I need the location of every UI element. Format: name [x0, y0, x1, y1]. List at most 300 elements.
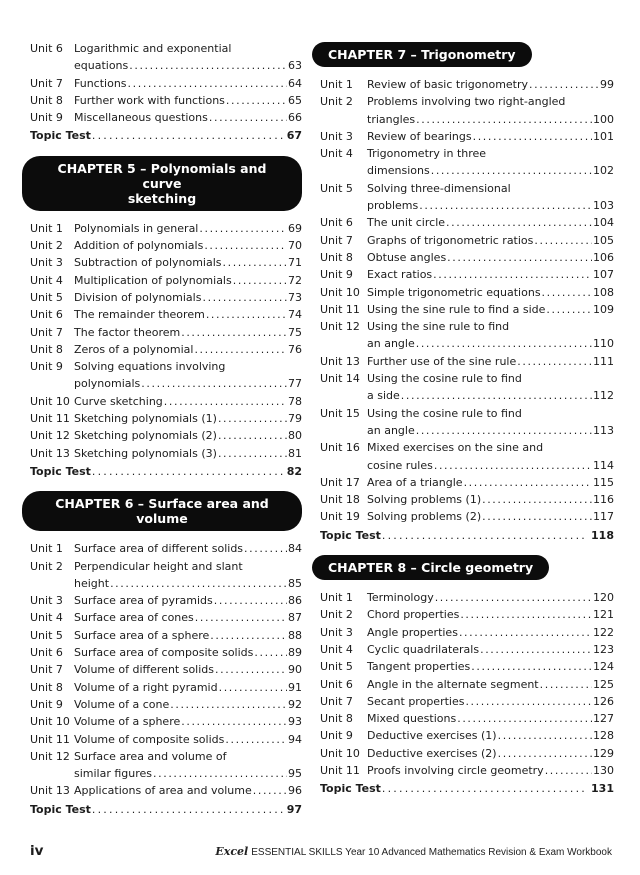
unit-label: Unit 5: [320, 660, 353, 674]
dot-leader: [431, 162, 592, 179]
toc-entry: [30, 558, 302, 593]
dot-leader: [110, 575, 287, 592]
page-number: 71: [288, 256, 302, 270]
topic-test-entry: [30, 463, 302, 480]
page-number: 114: [593, 458, 614, 472]
unit-label: Unit 6: [320, 216, 353, 230]
entry-body: [367, 624, 614, 641]
page-number: 112: [593, 389, 614, 403]
entry-title-row: [367, 474, 614, 491]
dot-leader: [482, 508, 592, 525]
page-number: 70: [288, 239, 302, 253]
toc-entry: [320, 318, 614, 353]
page-number: 73: [288, 290, 302, 304]
toc-entry: [320, 606, 614, 623]
page-number: 106: [593, 250, 614, 264]
toc-entry: [320, 491, 614, 508]
entry-title-line1: Using the cosine rule to find: [367, 406, 522, 420]
topic-test-line: [30, 127, 302, 144]
entry-body: [74, 696, 302, 713]
entry-body: [74, 748, 302, 783]
dot-leader: [181, 324, 287, 341]
toc-entry: [30, 713, 302, 730]
chapter-banner: [312, 555, 549, 580]
page-number: 130: [593, 763, 614, 777]
entry-body: [367, 745, 614, 762]
entry-title-row: [74, 109, 302, 126]
chapter-banner: [22, 156, 302, 211]
toc-entry: [320, 93, 614, 128]
page-number: 110: [593, 337, 614, 351]
entry-title-line2: triangles: [367, 112, 416, 126]
entry-body: [367, 606, 614, 623]
unit-label: Unit 2: [30, 239, 63, 253]
unit-label: Unit 11: [30, 412, 70, 426]
unit-label: Unit 1: [320, 78, 353, 91]
entry-title: Further use of the sine rule: [367, 354, 517, 368]
toc-entry: [320, 266, 614, 283]
dot-leader: [419, 197, 592, 214]
entry-body: [367, 301, 614, 318]
page-number: 66: [288, 111, 302, 125]
unit-label: Unit 9: [30, 697, 63, 711]
entry-body: [367, 589, 614, 606]
toc-entry: [30, 644, 302, 661]
dot-leader: [194, 341, 287, 358]
toc-entry: [320, 232, 614, 249]
unit-label: Unit 8: [30, 680, 63, 694]
entry-body: [367, 405, 614, 440]
toc-entry: [30, 92, 302, 109]
page-number: 63: [288, 59, 302, 73]
dot-leader: [435, 589, 592, 606]
topic-test-line: [30, 463, 302, 480]
entry-body: [74, 324, 302, 341]
dot-leader: [433, 266, 592, 283]
unit-label: Unit 11: [320, 302, 360, 316]
unit-label: Unit 6: [30, 646, 63, 660]
dot-leader: [214, 592, 287, 609]
entry-body: [74, 609, 302, 626]
entry-title-row: [74, 272, 302, 289]
entry-title: Surface area of a sphere: [74, 628, 210, 642]
unit-label: Unit 13: [30, 446, 70, 460]
topic-test-label: Topic Test: [320, 528, 381, 542]
entry-title-row: [367, 589, 614, 606]
entry-title-row: [74, 410, 302, 427]
toc-entry: [320, 76, 614, 93]
dot-leader: [471, 658, 592, 675]
dot-leader: [545, 762, 592, 779]
chapter-banner: [312, 42, 532, 67]
entry-title-row: [367, 658, 614, 675]
entry-body: [74, 558, 302, 593]
topic-test-line: [30, 801, 302, 818]
toc-entry: [320, 508, 614, 525]
toc-entry: [30, 254, 302, 271]
page-number: 102: [593, 164, 614, 178]
toc-entry: [30, 109, 302, 126]
toc-entry: [30, 272, 302, 289]
page-number: 85: [288, 576, 302, 590]
dot-leader: [199, 220, 287, 237]
page-number: 124: [593, 660, 614, 674]
entry-title-row: [74, 609, 302, 626]
toc-entry: [320, 301, 614, 318]
entry-body: [367, 145, 614, 180]
entry-title: Miscellaneous questions: [74, 111, 208, 125]
dot-leader: [459, 624, 592, 641]
entry-title-line2-row: [367, 162, 614, 179]
topic-test-label: Topic Test: [30, 802, 91, 816]
dot-leader: [209, 109, 287, 126]
brand-logo-text: Excel: [215, 845, 249, 858]
dot-leader: [215, 661, 287, 678]
page-number: 131: [591, 782, 614, 796]
entry-body: [367, 318, 614, 353]
entry-title: Volume of composite solids: [74, 732, 225, 746]
entry-title-row: [74, 661, 302, 678]
dot-leader: [464, 474, 592, 491]
entry-title-row: [74, 427, 302, 444]
dot-leader: [225, 731, 287, 748]
unit-label: Unit 4: [320, 642, 353, 656]
entry-body: [367, 266, 614, 283]
toc-column-left: [30, 40, 302, 818]
toc-entry: [30, 782, 302, 799]
unit-label: Unit 7: [320, 694, 353, 708]
entry-title-line2-row: [74, 765, 302, 782]
entry-title: Review of bearings: [367, 129, 472, 143]
unit-label: Unit 17: [320, 475, 360, 489]
entry-title: The factor theorem: [74, 325, 181, 339]
entry-title: Cyclic quadrilaterals: [367, 642, 480, 656]
page-number: 99: [600, 78, 614, 91]
toc-entry: [320, 353, 614, 370]
topic-test-entry: [30, 801, 302, 818]
entry-title-line2-row: [74, 57, 302, 74]
entry-title-line2: an angle: [367, 423, 415, 437]
unit-label: Unit 6: [30, 42, 63, 55]
entry-title-row: [74, 220, 302, 237]
entry-body: [74, 220, 302, 237]
dot-leader: [416, 422, 592, 439]
toc-entry: [30, 393, 302, 410]
dot-leader: [92, 801, 284, 818]
entry-title-line1: Perpendicular height and slant: [74, 559, 243, 573]
toc-entry: [320, 439, 614, 474]
entry-title-row: [367, 301, 614, 318]
page-number: 111: [593, 354, 614, 368]
toc-entry: [30, 75, 302, 92]
entry-body: [74, 679, 302, 696]
entry-body: [74, 713, 302, 730]
page-number: 82: [286, 464, 302, 478]
toc-entry: [320, 370, 614, 405]
page-number: 100: [593, 112, 614, 126]
unit-label: Unit 6: [30, 308, 63, 322]
entry-body: [367, 232, 614, 249]
entry-title: Volume of a cone: [74, 697, 170, 711]
entry-title-row: [74, 254, 302, 271]
unit-label: Unit 15: [320, 406, 360, 420]
page-number: 116: [593, 493, 614, 507]
page-number: 78: [288, 394, 302, 408]
entry-body: [74, 237, 302, 254]
unit-label: Unit 18: [320, 493, 360, 507]
toc-entry: [30, 306, 302, 323]
dot-leader: [244, 540, 287, 557]
entry-body: [74, 75, 302, 92]
entry-title-row: [74, 306, 302, 323]
entry-title: Deductive exercises (1): [367, 729, 497, 743]
entry-title: Sketching polynomials (1): [74, 412, 217, 426]
entry-title: Multiplication of polynomials: [74, 273, 232, 287]
entry-body: [367, 128, 614, 145]
page-number: 97: [286, 802, 302, 816]
dot-leader: [480, 641, 592, 658]
page-number: 69: [288, 221, 302, 235]
entry-body: [367, 491, 614, 508]
entry-title: Zeros of a polynomial: [74, 342, 194, 356]
folio-page-number: iv: [30, 843, 44, 859]
entry-title: Addition of polynomials: [74, 239, 204, 253]
entry-title-line2: height: [74, 576, 110, 590]
dot-leader: [473, 128, 592, 145]
entry-title: Proofs involving circle geometry: [367, 763, 544, 777]
page-number: 122: [593, 625, 614, 639]
entry-title: Deductive exercises (2): [367, 746, 497, 760]
page-number: 121: [593, 608, 614, 622]
unit-label: Unit 5: [30, 628, 63, 642]
entry-title: Sketching polynomials (2): [74, 429, 217, 443]
chapter-banner: [22, 491, 302, 531]
entry-title-row: [367, 76, 614, 93]
dot-leader: [434, 457, 592, 474]
chapter-banner-line: CHAPTER 6 – Surface area and volume: [55, 496, 269, 527]
page-number: 129: [593, 746, 614, 760]
unit-label: Unit 16: [320, 441, 360, 455]
unit-label: Unit 4: [320, 147, 353, 161]
toc-entry: [320, 727, 614, 744]
unit-label: Unit 8: [320, 250, 353, 264]
toc-entry: [30, 609, 302, 626]
entry-body: [74, 731, 302, 748]
entry-title: Further work with functions: [74, 93, 225, 107]
toc-entry: [320, 693, 614, 710]
imprint-title: ESSENTIAL SKILLS Year 10 Advanced Mathematics Revision & Exam Workbook: [251, 847, 612, 858]
entry-title-row: [367, 693, 614, 710]
entry-body: [74, 254, 302, 271]
entry-title-row: [367, 710, 614, 727]
dot-leader: [416, 111, 592, 128]
unit-label: Unit 2: [30, 559, 63, 573]
unit-label: Unit 7: [30, 325, 63, 339]
unit-label: Unit 12: [30, 429, 70, 443]
entry-title: Curve sketching: [74, 394, 163, 408]
entry-body: [367, 676, 614, 693]
entry-title: Angle properties: [367, 625, 458, 639]
dot-leader: [534, 232, 592, 249]
toc-entry: [30, 341, 302, 358]
page-number: 103: [593, 199, 614, 213]
unit-label: Unit 12: [320, 320, 360, 334]
page-number: 72: [288, 273, 302, 287]
entry-title: Chord properties: [367, 608, 460, 622]
unit-label: Unit 7: [30, 663, 63, 677]
entry-body: [74, 445, 302, 462]
entry-title-line2-row: [367, 111, 614, 128]
entry-body: [367, 180, 614, 215]
entry-title-line2: dimensions: [367, 164, 430, 178]
entry-title-line2: polynomials: [74, 377, 141, 391]
entry-body: [367, 710, 614, 727]
page-number: 80: [288, 429, 302, 443]
unit-label: Unit 2: [320, 95, 353, 109]
toc-entry: [320, 710, 614, 727]
unit-label: Unit 5: [30, 290, 63, 304]
entry-body: [367, 76, 614, 93]
entry-title-line2: equations: [74, 59, 129, 73]
dot-leader: [141, 375, 287, 392]
entry-title-line1: Logarithmic and exponential: [74, 42, 232, 55]
dot-leader: [253, 782, 287, 799]
entry-body: [74, 627, 302, 644]
entry-title-row: [367, 249, 614, 266]
entry-title-row: [367, 676, 614, 693]
entry-body: [367, 762, 614, 779]
toc-entry: [320, 128, 614, 145]
topic-test-label: Topic Test: [320, 782, 381, 796]
topic-test-entry: [30, 127, 302, 144]
toc-entry: [30, 748, 302, 783]
entry-title-row: [367, 508, 614, 525]
dot-leader: [382, 527, 588, 544]
dot-leader: [446, 214, 592, 231]
toc-entry: [30, 410, 302, 427]
dot-leader: [447, 249, 592, 266]
page-number: 76: [288, 342, 302, 356]
entry-body: [367, 693, 614, 710]
entry-title-row: [74, 644, 302, 661]
entry-title: Angle in the alternate segment: [367, 677, 539, 691]
unit-label: Unit 7: [320, 233, 353, 247]
toc-entry: [320, 145, 614, 180]
page-number: 108: [593, 285, 614, 299]
entry-title: Obtuse angles: [367, 250, 447, 264]
dot-leader: [460, 606, 592, 623]
toc-entry: [30, 540, 302, 557]
unit-label: Unit 9: [320, 268, 353, 282]
topic-test-entry: [320, 527, 614, 544]
dot-leader: [202, 289, 287, 306]
page-number: 125: [593, 677, 614, 691]
entry-body: [367, 249, 614, 266]
chapter-banner-line: sketching: [127, 190, 197, 206]
unit-label: Unit 4: [30, 611, 63, 625]
topic-test-line: [320, 780, 614, 797]
dot-leader: [219, 679, 287, 696]
entry-title-line1: Problems involving two right-angled: [367, 95, 566, 109]
unit-label: Unit 9: [320, 729, 353, 743]
dot-leader: [218, 427, 287, 444]
toc-entry: [30, 679, 302, 696]
entry-body: [74, 289, 302, 306]
entry-body: [74, 393, 302, 410]
dot-leader: [517, 353, 592, 370]
page-number: 118: [591, 528, 614, 542]
entry-title: Subtraction of polynomials: [74, 256, 222, 270]
entry-body: [367, 658, 614, 675]
page-number: 123: [593, 642, 614, 656]
entry-title: Surface area of composite solids: [74, 646, 254, 660]
dot-leader: [164, 393, 287, 410]
page-number: 84: [288, 542, 302, 556]
entry-title: Surface area of pyramids: [74, 594, 213, 608]
entry-title: Simple trigonometric equations: [367, 285, 541, 299]
dot-leader: [498, 745, 592, 762]
page-number: 120: [593, 591, 614, 605]
entry-title: The unit circle: [367, 216, 446, 230]
entry-title-row: [74, 731, 302, 748]
toc-entry: [320, 180, 614, 215]
toc-entry: [320, 589, 614, 606]
dot-leader: [529, 76, 599, 93]
dot-leader: [204, 237, 287, 254]
unit-label: Unit 13: [30, 784, 70, 798]
page-number: 87: [288, 611, 302, 625]
entry-body: [74, 92, 302, 109]
entry-title: Solving problems (2): [367, 510, 482, 524]
toc-column-right: [320, 40, 614, 798]
entry-body: [367, 727, 614, 744]
dot-leader: [218, 410, 287, 427]
toc-entry: [320, 658, 614, 675]
dot-leader: [226, 92, 287, 109]
entry-title-line1: Using the cosine rule to find: [367, 372, 522, 386]
page-number: 128: [593, 729, 614, 743]
entry-title-row: [74, 341, 302, 358]
entry-body: [74, 410, 302, 427]
entry-title-line2-row: [367, 387, 614, 404]
unit-label: Unit 14: [320, 372, 360, 386]
page-number: 104: [593, 216, 614, 230]
dot-leader: [546, 301, 592, 318]
entry-body: [74, 358, 302, 393]
entry-title: Volume of a right pyramid: [74, 680, 218, 694]
entry-title-row: [367, 641, 614, 658]
toc-entry: [30, 696, 302, 713]
entry-title-row: [367, 214, 614, 231]
page-number: 81: [288, 446, 302, 460]
toc-entry: [30, 40, 302, 75]
dot-leader: [129, 57, 287, 74]
dot-leader: [206, 306, 287, 323]
imprint-text: [215, 845, 612, 858]
entry-title-line2-row: [367, 197, 614, 214]
entry-title: Using the sine rule to find a side: [367, 302, 546, 316]
entry-title-row: [74, 289, 302, 306]
unit-label: Unit 13: [320, 354, 360, 368]
page-number: 90: [288, 663, 302, 677]
page-number: 67: [286, 129, 302, 143]
page-number: 109: [593, 302, 614, 316]
unit-label: Unit 3: [30, 594, 63, 608]
entry-title-line1: Trigonometry in three: [367, 147, 487, 161]
entry-title-row: [367, 353, 614, 370]
unit-label: Unit 3: [320, 129, 353, 143]
page-number: 101: [593, 129, 614, 143]
